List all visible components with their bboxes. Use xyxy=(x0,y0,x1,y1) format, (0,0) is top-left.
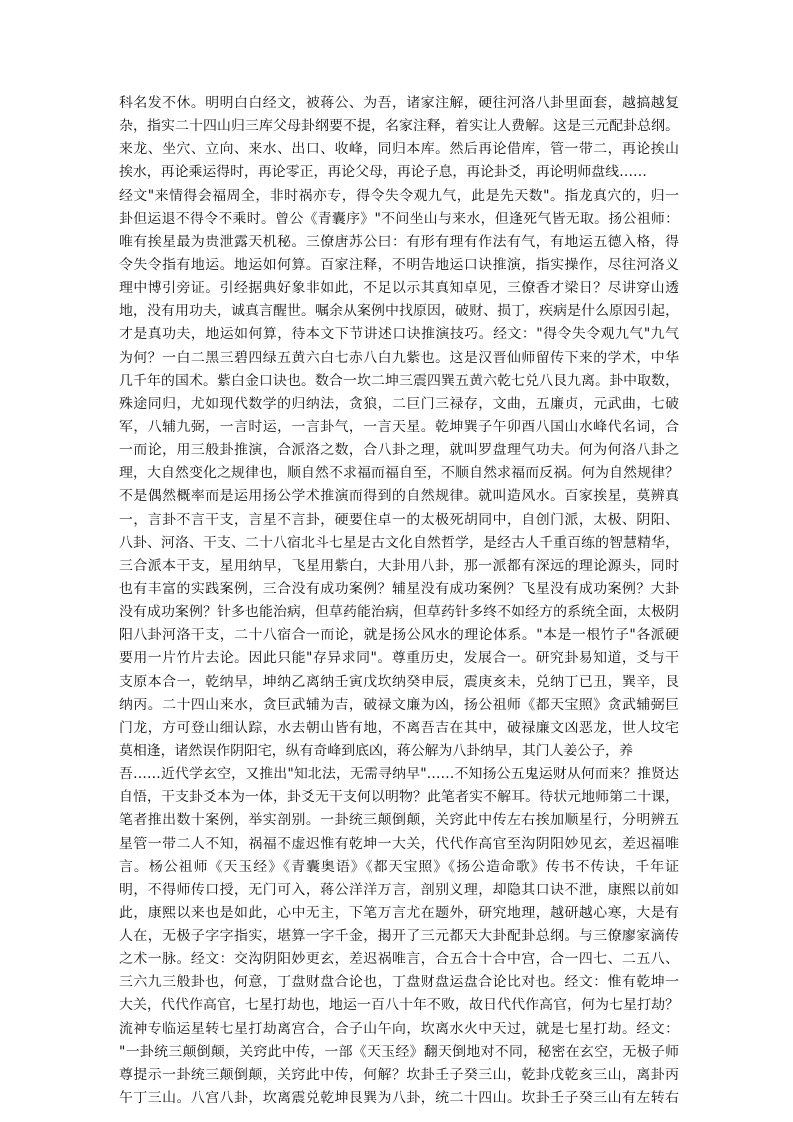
text-line: 支原本合一，乾纳早，坤纳乙离纳壬寅戊坎纳癸申辰，震庚亥未，兑纳丁已丑，巽辛，艮 xyxy=(119,673,679,690)
text-line: 挨水，再论乘运得时，再论零正，再论父母，再论子息，再论卦爻，再论明师盘线…… xyxy=(119,164,647,181)
text-line: 没有成功案例？针多也能治病，但草药能治病，但草药针多终不如经方的系统全面，太极阴 xyxy=(119,604,679,621)
text-line: 吾……近代学玄空，又推出"知北法，无需寻纳早"……不知扬公五鬼运财从何而来？推贤达 xyxy=(119,766,679,783)
text-line: 午丁三山。八宫八卦，坎离震兑乾坤艮巽为八卦，统二十四山。坎卦壬子癸三山有左转右 xyxy=(119,1090,679,1107)
text-line: 三合派本干支，星用纳早，飞星用紫白，大卦用八卦，那一派都有深远的理论源头，同时 xyxy=(119,557,679,574)
text-line: 阳八卦河洛干支，二十八宿合一而论，就是扬公风水的理论体系。"本是一根竹子"各派硬 xyxy=(119,627,679,644)
text-line: 殊途同归，尤如现代数学的归纳法，贪狼，二巨门三禄存，文曲，五廉贞，元武曲，七破 xyxy=(119,395,679,412)
text-line: 明，不得师传口授，无门可入，蒋公洋洋万言，剖别义理，却隐其口诀不泄，康熙以前如 xyxy=(119,881,679,898)
text-line: 尊提示一卦统三颠倒颠，关窍此中传，何解？坎卦壬子癸三山，乾卦戊乾亥三山，离卦丙 xyxy=(119,1066,679,1083)
text-line: 军，八辅九弼，一言时运，一言卦气，一言天星。乾坤巽子午卯酉八国山水峰代名词，合 xyxy=(119,418,679,435)
text-line: 此，康熙以来也是如此，心中无主，下笔万言尤在题外，研究地理，越研越心寒，大是有 xyxy=(119,904,679,921)
text-line: 也有丰富的实践案例，三合没有成功案例？辅星没有成功案例？飞星没有成功案例？大卦 xyxy=(119,580,679,597)
text-line: 大关，代代作高官，七星打劫也，地运一百八十年不败，故日代代作高官，何为七星打劫？ xyxy=(119,997,679,1014)
text-line: 科名发不休。明明白白经文，被蒋公、为吾，诸家注解，硬往河洛八卦里面套，越搞越复 xyxy=(119,95,679,111)
text-line: 令失令指有地运。地运如何算。百家注释，不明告地运口诀推演，指实操作，尽往河洛义 xyxy=(119,256,679,273)
text-line: 八卦、河洛、干支、二十八宿北斗七星是古文化自然哲学，是经古人千重百练的智慧精华， xyxy=(119,534,679,551)
text-line: 之术一脉。经文：交沟阴阳妙更玄，差迟祸唯言，合五合十合中宫，合一四七、二五八、 xyxy=(119,951,679,968)
text-line: 唯有挨星最为贵泄露天机秘。三僚唐苏公曰：有形有理有作法有气，有地运五德入格，得 xyxy=(119,233,679,250)
text-line: 经文"来情得会福周全，非时祸亦专，得令失令观九气，此是先天数"。指龙真穴的，归一 xyxy=(119,187,679,204)
text-line: 杂，指实二十四山归三库父母卦纲要不提，名家注释，着实让人费解。这是三元配卦总纲。 xyxy=(119,118,679,135)
text-line: 理，大自然变化之规律也，顺自然不求福而福自至，不顺自然求福而反祸。何为自然规律？ xyxy=(119,465,679,482)
text-line: 来龙、坐穴、立向、来水、出口、收峰，同归本库。然后再论借库，管一带二，再论挨山 xyxy=(119,141,679,158)
text-line: 三六九三般卦也，何意，丁盘财盘合论也，丁盘财盘运盘合论比对也。经文：惟有乾坤一 xyxy=(119,974,679,991)
text-line: 星管一带二人不知，祸福不虚迟惟有乾坤一大关，代代作高官至沟阴阳妙见玄，差迟福唯 xyxy=(119,835,679,852)
text-line: 人在，无极子字字指实，堪算一字千金，揭开了三元都天大卦配卦总纲。与三僚廖家滴传 xyxy=(119,928,679,945)
text-line: 自悟，干支卦爻本为一体，卦爻无干支何以明物？此笔者实不解耳。待状元地师第二十课， xyxy=(119,789,679,806)
text-line: 流神专临运星转七星打劫离宫合，合子山午向，坎离水火中天过，就是七星打劫。经文： xyxy=(119,1020,679,1037)
text-line: 才是真功夫，地运如何算，待本文下节讲述口诀推演技巧。经文："得令失令观九气"九气 xyxy=(119,326,679,343)
text-line: 理中博引旁证。引经据典好象非如此，不足以示其真知卓见，三僚香才梁日？尽讲穿山透 xyxy=(119,280,679,297)
text-line: 纳丙。二十四山来水，贪巨武辅为吉，破禄文廉为凶，扬公祖师《都天宝照》贪武辅弼巨 xyxy=(119,696,679,713)
text-line: 一，言卦不言干支，言星不言卦，硬要住卓一的太极死胡同中，自创门派，太极、阴阳、 xyxy=(119,511,679,528)
text-line: 言。杨公祖师《天玉经》《青囊奥语》《都天宝照》《扬公造命歌》传书不传诀，千年证 xyxy=(119,858,679,875)
text-line: 几千年的国术。紫白金口诀也。数合一坎二坤三震四巽五黄六乾七兑八艮九离。卦中取数， xyxy=(119,372,679,389)
body-text xyxy=(119,92,679,1110)
text-line: 卦但运退不得令不乘时。曾公《青囊序》"不问坐山与来水，但逢死气皆无取。扬公祖师： xyxy=(119,210,679,227)
text-line: 莫相逢，诸然误作阴阳宅，纵有奇峰到底凶，蒋公解为八卦纳早，其门人姜公子，养 xyxy=(119,742,633,759)
text-line: 地，没有用功夫，诚真言醒世。嘱余从案例中找原因，破财、损丁，疾病是什么原因引起， xyxy=(119,303,679,320)
text-line: 门龙，方可登山细认踪，水去朝山皆有地，不离吾吉在其中，破禄廉文凶恶龙，世人坟宅 xyxy=(119,719,679,736)
text-line: 不是偶然概率而是运用扬公学术推演而得到的自然规律。就叫造风水。百家挨星，莫辨真 xyxy=(119,488,679,505)
text-line: 要用一片竹片去论。因此只能"存异求同"。尊重历史，发展合一。研究卦易知道，爻与干 xyxy=(119,650,679,667)
text-line: "一卦统三颠倒颠，关窍此中传，一部《天玉经》翻天倒地对不同，秘密在玄空，无极子师 xyxy=(119,1043,679,1060)
text-line: 笔者推出数十案例，举实剖别。一卦统三颠倒颠，关窍此中传左右挨加顺星行，分明辨五 xyxy=(119,812,679,829)
text-line: 一而论，用三般卦推演，合派洛之数，合八卦之理，就叫罗盘理气功夫。何为何洛八卦之 xyxy=(119,442,679,459)
text-line: 为何？一白二黑三碧四绿五黄六白七赤八白九紫也。这是汉晋仙师留传下来的学术，中华 xyxy=(119,349,679,366)
